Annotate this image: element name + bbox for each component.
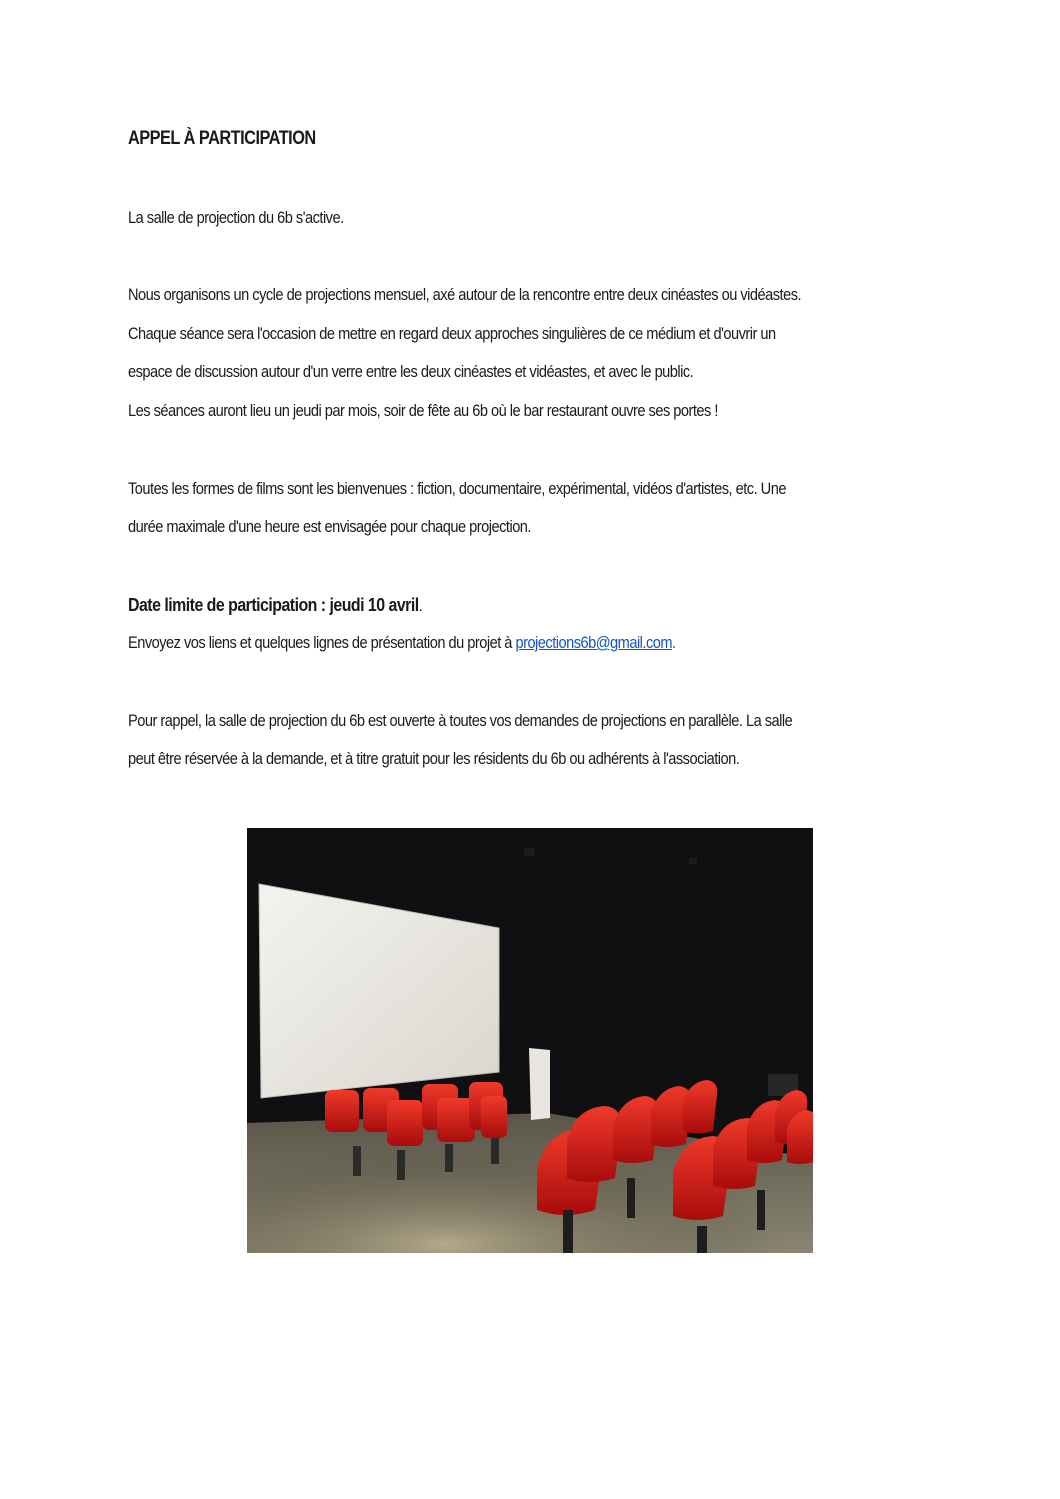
document-title: APPEL À PARTICIPATION [128,128,316,149]
paragraph1-line2: Chaque séance sera l'occasion de mettre en regard deux approches singulières de ce médium et d'ouvrir un [128,324,776,343]
paragraph1-line1: Nous organisons un cycle de projections mensuel, axé autour de la rencontre entre deux cinéastes ou vidéastes. [128,285,802,304]
submission-suffix: . [672,633,676,652]
paragraph3-line1: Pour rappel, la salle de projection du 6b est ouverte à toutes vos demandes de projections en parallèle. La salle [128,711,793,730]
cinema-room-photo [247,828,813,1253]
deadline-suffix: . [418,596,423,615]
intro-line: La salle de projection du 6b s'active. [128,208,344,227]
email-link[interactable]: projections6b@gmail.com [515,633,673,652]
deadline-label: Date limite de participation : jeudi 10 avril [128,594,419,615]
paragraph1-line4: Les séances auront lieu un jeudi par mois, soir de fête au 6b où le bar restaurant ouvre ses portes ! [128,401,718,420]
submission-text: Envoyez vos liens et quelques lignes de présentation du projet à [128,633,516,652]
paragraph3-line2: peut être réservée à la demande, et à titre gratuit pour les résidents du 6b ou adhérents à l'association. [128,749,740,768]
deadline-line [128,593,422,618]
paragraph2-line2: durée maximale d'une heure est envisagée pour chaque projection. [128,517,531,536]
submission-line [128,631,676,655]
paragraph2-line1: Toutes les formes de films sont les bienvenues : fiction, documentaire, expérimental, vidéos d'artistes, etc. Une [128,479,786,498]
paragraph1-line3: espace de discussion autour d'un verre entre les deux cinéastes et vidéastes, et avec le public. [128,362,694,381]
